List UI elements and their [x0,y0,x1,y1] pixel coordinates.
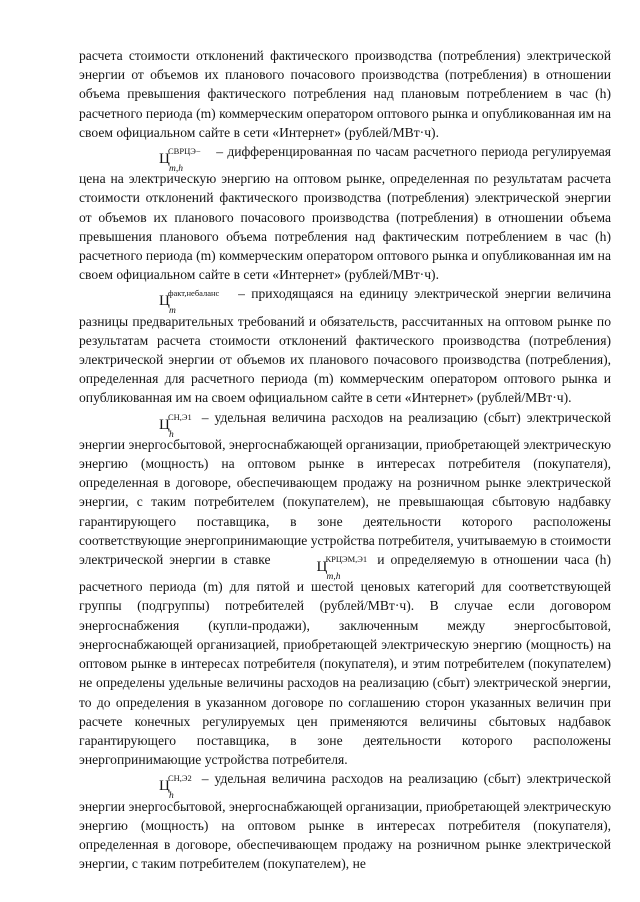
price-symbol-sn-e2 [119,773,194,802]
price-symbol-krcem-e1 [276,554,369,583]
paragraph-3 [79,284,611,407]
paragraph-4 [79,408,611,770]
symbol-base: Ц [316,559,328,576]
price-symbol-svrce [119,146,210,175]
price-symbol-sn-e1 [119,411,194,440]
symbol-subscript: m,h [326,572,341,583]
paragraph-text-after: и определяемую в отношении часа (h) расчетного периода (m) для пятой и шестой ценовых категорий для соответствующей группы (подгруппы) потребителей (рублей/МВт·ч). В случае если договором энергоснабжения (купли-продажи), заключенным между энергосбытовой, энергоснабжающей организацией, приобретающей электрическую энергию (мощность) на оптовом рынке в интересах потребителя (покупателя), и этим потребителем (покупателем) не определены удельные величины расходов на реализацию (сбыт) электрической энергии, то до определения в указанном договоре по соглашению сторон указанных величин при расчете конечных регулируемых цен применяются величины сбытовых надбавок гарантирующего поставщика, в зоне деятельности которого расположены энергопринимающие устройства потребителя. [79,552,611,768]
paragraph-text: – приходящаяся на единицу электрической энергии величина разницы предварительных требований и обязательств, рассчитанных на оптовом рынке по результатам расчета стоимости отклонений фактического производства (потребления) электрической энергии от объемов их планового почасового производства (потребления), определенная для расчетного периода (m) коммерческим оператором оптового рынка и опубликованная им на своем официальном сайте в сети «Интернет» (рублей/МВт·ч). [79,286,611,406]
paragraph-text-before: – удельная величина расходов на реализацию (сбыт) электрической энергии энергосбытовой, энергоснабжающей организации, приобретающей электрическую энергию (мощность) на оптовом рынке в интересах потребителя (покупателя), определенная в договоре, обеспечивающем продажу на розничном рынке электрической энергии, с таким потребителем (покупателем), не превышающая сбытовую надбавку гарантирующего поставщика, в зоне деятельности которого расположены соответствующие энергопринимающие устройства потребителя, учитываемую в стоимости электрической энергии в ставке [79,409,611,568]
symbol-subscript: h [169,791,174,802]
paragraph-text: расчета стоимости отклонений фактического производства (потребления) электрической энергии от объемов их планового почасового производства (потребления) в отношении объема превышения фактического потребления над плановым потреблением в час (h) расчетного периода (m) коммерческим оператором оптового рынка и опубликованная им на своем официальном сайте в сети «Интернет» (рублей/МВт·ч). [79,48,611,140]
symbol-superscript: факт,небаланс [168,288,220,299]
symbol-superscript: СН,Э1 [168,411,192,422]
symbol-subscript: h [169,429,174,440]
symbol-base: Ц [159,151,170,168]
paragraph-text: – дифференцированная по часам расчетного периода регулируемая цена на электрическую энергию на оптовом рынке, определенная по результатам расчета стоимости отклонений фактического производства (потребления) электрической энергии от объемов их планового почасового производства (потребления) в отношении объема превышения планового объема потребления над фактическим потреблением в час (h) расчетного периода (m) коммерческим оператором оптового рынка и опубликованная им на своем официальном сайте в сети «Интернет» (рублей/МВт·ч). [79,144,611,283]
symbol-base: Ц [159,778,170,795]
symbol-superscript: СН,Э2 [168,773,192,784]
paragraph-1 [79,46,611,142]
paragraph-5 [79,769,611,873]
symbol-subscript: m [169,306,176,317]
price-symbol-fact-nebalans [119,288,230,317]
symbol-superscript: КРЦЭМ,Э1 [325,554,368,565]
paragraph-text: – удельная величина расходов на реализацию (сбыт) электрической энергии энергосбытовой, энергоснабжающей организации, приобретающей электрическую энергию (мощность) на оптовом рынке в интересах потребителя (покупателя), определенная в договоре, обеспечивающем продажу на розничном рынке электрической энергии, с таким потребителем (покупателем), не [79,771,611,872]
document-text [79,46,611,873]
symbol-subscript: m,h [169,164,183,175]
symbol-base: Ц [159,293,170,310]
symbol-superscript: СВРЦЭ− [168,146,201,157]
symbol-base: Ц [159,416,170,433]
paragraph-2 [79,142,611,284]
